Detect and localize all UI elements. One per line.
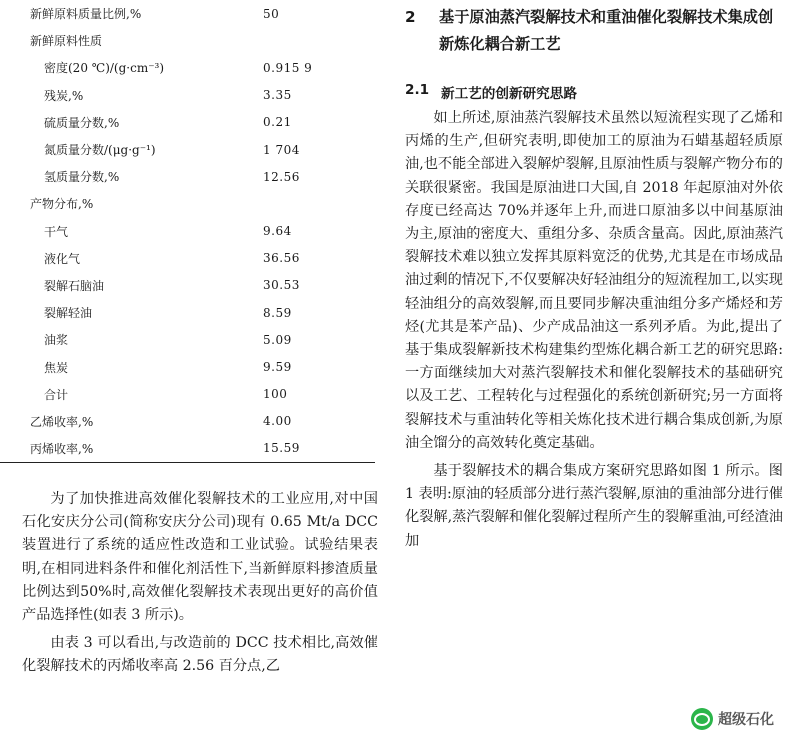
data-table	[0, 0, 375, 463]
table-cell-label: 焦炭	[44, 360, 69, 375]
subsection-number: 2.1	[405, 82, 430, 98]
right-paragraph-2: 基于裂解技术的耦合集成方案研究思路如图 1 所示。图 1 表明:原油的轻质部分进行蒸汽裂解,原油的重油部分进行催化裂解,蒸汽裂解和催化裂解过程所产生的裂解重油,可经渣油加	[405, 463, 783, 549]
wechat-icon	[691, 708, 713, 730]
table-cell-label: 氢质量分数,%	[44, 170, 120, 185]
table-cell-label: 液化气	[44, 251, 81, 266]
table-row	[0, 381, 375, 408]
table-cell-label: 新鲜原料质量比例,%	[30, 7, 142, 22]
right-column	[405, 0, 783, 558]
table-cell-label: 密度(20 ℃)/(g·cm⁻³)	[44, 61, 165, 76]
table-cell-label: 硫质量分数,%	[44, 115, 120, 130]
table-cell-value: 50	[263, 6, 280, 21]
table-row	[0, 272, 375, 299]
table-cell-value: 36.56	[263, 251, 300, 266]
table-row	[0, 326, 375, 353]
table-row	[0, 82, 375, 109]
table-cell-label: 裂解石脑油	[44, 278, 105, 293]
table-row	[0, 245, 375, 272]
table-row	[0, 353, 375, 380]
table-cell-value: 9.64	[263, 224, 292, 239]
table-cell-value: 1 704	[263, 142, 300, 157]
table-row	[0, 54, 375, 81]
left-column	[0, 0, 380, 463]
table-cell-value: 12.56	[263, 169, 300, 184]
table-cell-value: 5.09	[263, 332, 292, 347]
table-cell-value: 0.21	[263, 115, 292, 130]
table-row	[0, 163, 375, 190]
section-title: 基于原油蒸汽裂解技术和重油催化裂解技术集成创新炼化耦合新工艺	[439, 8, 774, 53]
table-row	[0, 109, 375, 136]
section-number: 2	[405, 8, 416, 26]
table-cell-value: 4.00	[263, 414, 292, 429]
table-cell-value: 0.915 9	[263, 60, 313, 75]
table-cell-value: 15.59	[255, 435, 375, 462]
table-cell-value	[255, 190, 375, 217]
table-cell-label: 新鲜原料性质	[30, 34, 103, 49]
table-row	[0, 299, 375, 326]
table-cell-label: 干气	[44, 224, 69, 239]
subsection-title: 新工艺的创新研究思路	[441, 86, 577, 102]
table-cell-value: 9.59	[263, 360, 292, 375]
watermark	[689, 706, 780, 732]
table-row	[0, 136, 375, 163]
table-row	[0, 435, 375, 462]
right-paragraph-1: 如上所述,原油蒸汽裂解技术虽然以短流程实现了乙烯和丙烯的生产,但研究表明,即使加工的原油为石蜡基超轻质原油,也不能全部进入裂解炉裂解,且原油性质与裂解产物分布的关联很紧密。我国是原油进口大国,自 2018 年起原油对外依存度已经高达 70%并逐年上升,而进口原油多以中间基原油为主,原油的密度大、重组分多、杂质含量高。因此,原油蒸汽裂解技术难以独立发挥其原料宽泛的优势,尤其是在市场成品油过剩的情况下,不仅要解决好轻油组分的短流程加工,以实现轻油组分的高效裂解,而且要同步解决重油组分多产烯烃和芳烃(尤其是苯产品)、少产成品油这一系列矛盾。为此,提出了基于集成裂解新技术构建集约型炼化耦合新工艺的研究思路:一方面继续加大对蒸汽裂解技术和催化裂解技术的基础研究以及工艺、工程转化与过程强化的系统创新研究;另一方面将裂解技术与重油转化等相关炼化技术进行耦合集成创新,为原油全馏分的高效转化奠定基础。	[405, 110, 783, 451]
table-cell-label: 丙烯收率,%	[0, 435, 255, 462]
table-cell-value: 30.53	[263, 278, 300, 293]
section-heading	[405, 0, 783, 58]
table-cell-label: 产物分布,%	[30, 197, 94, 212]
table-cell-value	[255, 27, 375, 54]
table-cell-label: 合计	[44, 387, 69, 402]
table-cell-value: 100	[263, 387, 288, 402]
table-row	[0, 408, 375, 435]
table-cell-label: 裂解轻油	[44, 306, 93, 321]
table-row	[0, 27, 375, 54]
table-row	[0, 190, 375, 217]
table-cell-label: 油浆	[44, 333, 69, 348]
left-body-text	[22, 488, 378, 684]
subsection-heading	[405, 82, 783, 102]
table-cell-label: 氮质量分数/(μg·g⁻¹)	[44, 143, 156, 158]
table-cell-value: 3.35	[263, 88, 292, 103]
table-row	[0, 0, 375, 27]
left-paragraph-2: 由表 3 可以看出,与改造前的 DCC 技术相比,高效催化裂解技术的丙烯收率高 2.56 百分点,乙	[22, 635, 378, 675]
table-cell-value: 8.59	[263, 305, 292, 320]
right-body-text	[405, 107, 783, 553]
left-paragraph-1: 为了加快推进高效催化裂解技术的工业应用,对中国石化安庆分公司(简称安庆分公司)现有 0.65 Mt/a DCC 装置进行了系统的适应性改造和工业试验。试验结果表明,在相同进料条件和催化剂活性下,当新鲜原料掺渣质量比例达到50%时,高效催化裂解技术表现出更好的高价值产品选择性(如表 3 所示)。	[22, 491, 378, 624]
table-cell-label: 残炭,%	[44, 88, 84, 103]
watermark-text: 超级石化	[718, 712, 774, 728]
table-cell-label: 乙烯收率,%	[30, 414, 94, 429]
table-row	[0, 218, 375, 245]
